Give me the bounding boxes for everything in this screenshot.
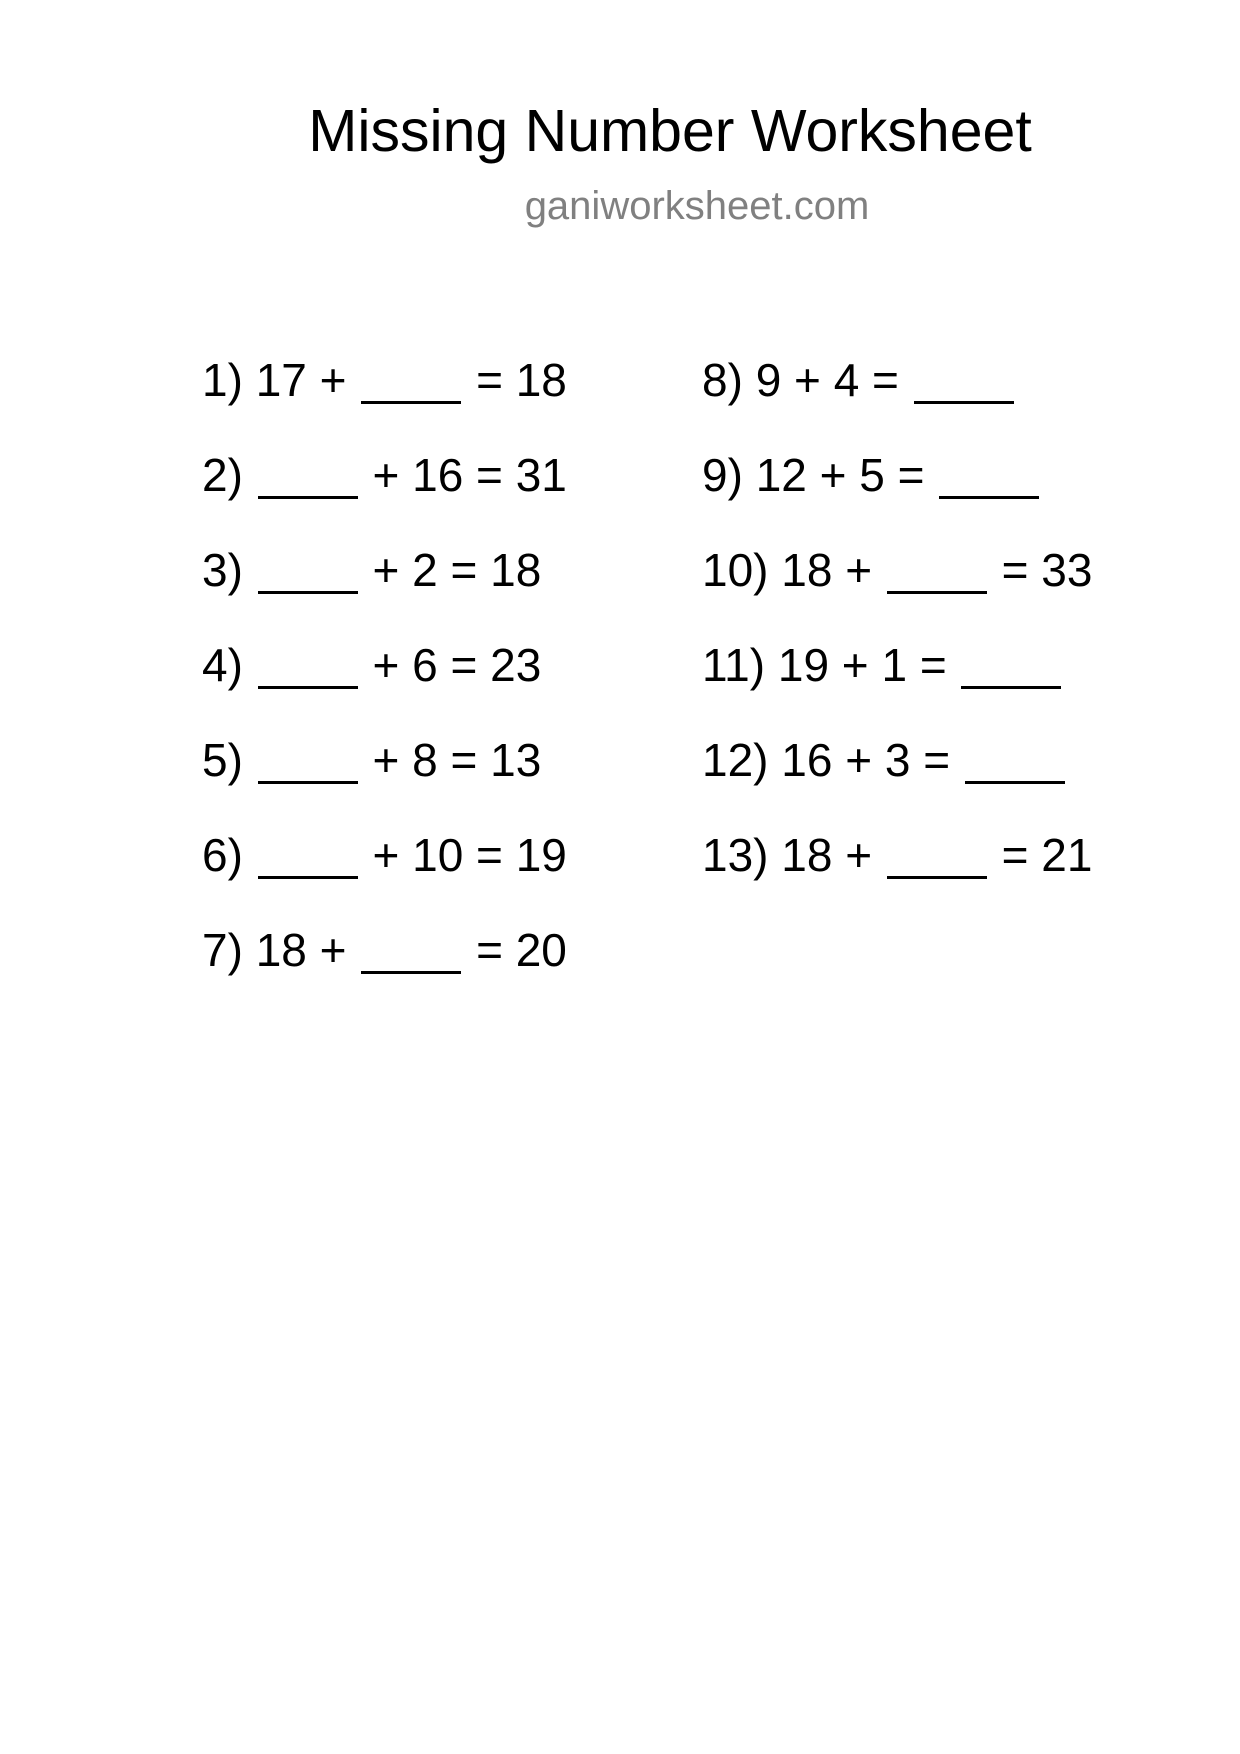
problem-result: = 18 <box>476 354 567 406</box>
problem-result: + 16 = 31 <box>372 449 567 501</box>
problem-13 <box>702 827 1092 883</box>
problem-number: 5) <box>202 734 243 786</box>
problem-number: 10) <box>702 544 769 596</box>
problem-8 <box>702 352 1016 408</box>
problem-result: + 2 = 18 <box>372 544 542 596</box>
problem-expression: 16 + 3 = <box>781 734 951 786</box>
answer-blank[interactable] <box>258 496 358 499</box>
problem-expression: 19 + 1 = <box>777 639 947 691</box>
worksheet-title: Missing Number Worksheet <box>308 98 1032 164</box>
answer-blank[interactable] <box>965 781 1065 784</box>
problem-number: 3) <box>202 544 243 596</box>
problem-6 <box>202 827 567 883</box>
problem-number: 4) <box>202 639 243 691</box>
problem-result: + 10 = 19 <box>372 829 567 881</box>
problem-12 <box>702 732 1067 788</box>
problem-5 <box>202 732 541 788</box>
answer-blank[interactable] <box>887 591 987 594</box>
problem-result: = 33 <box>1001 544 1093 596</box>
answer-blank[interactable] <box>258 781 358 784</box>
problem-operand: 18 + <box>781 544 873 596</box>
problem-number: 8) <box>702 354 743 406</box>
answer-blank[interactable] <box>258 591 358 594</box>
problem-number: 1) <box>202 354 243 406</box>
problem-result: = 21 <box>1001 829 1093 881</box>
problem-9 <box>702 447 1041 503</box>
problem-number: 9) <box>702 449 743 501</box>
problem-number: 11) <box>702 639 766 691</box>
answer-blank[interactable] <box>961 686 1061 689</box>
problem-number: 2) <box>202 449 243 501</box>
problem-result: = 20 <box>476 924 567 976</box>
answer-blank[interactable] <box>361 971 461 974</box>
problem-10 <box>702 542 1092 598</box>
problem-result: + 6 = 23 <box>372 639 542 691</box>
answer-blank[interactable] <box>939 496 1039 499</box>
problem-2 <box>202 447 567 503</box>
answer-blank[interactable] <box>258 876 358 879</box>
problem-expression: 9 + 4 = <box>755 354 899 406</box>
answer-blank[interactable] <box>361 401 461 404</box>
problem-number: 13) <box>702 829 769 881</box>
problem-number: 6) <box>202 829 243 881</box>
problem-operand: 17 + <box>255 354 347 406</box>
problem-3 <box>202 542 541 598</box>
problem-7 <box>202 922 567 978</box>
problem-11 <box>702 637 1063 693</box>
worksheet-source-site: ganiworksheet.com <box>524 184 870 228</box>
problem-1 <box>202 352 567 408</box>
problem-result: + 8 = 13 <box>372 734 542 786</box>
problem-number: 12) <box>702 734 769 786</box>
problem-operand: 18 + <box>781 829 873 881</box>
problem-expression: 12 + 5 = <box>755 449 925 501</box>
answer-blank[interactable] <box>258 686 358 689</box>
problem-4 <box>202 637 541 693</box>
answer-blank[interactable] <box>887 876 987 879</box>
answer-blank[interactable] <box>914 401 1014 404</box>
problem-operand: 18 + <box>255 924 347 976</box>
problem-number: 7) <box>202 924 243 976</box>
